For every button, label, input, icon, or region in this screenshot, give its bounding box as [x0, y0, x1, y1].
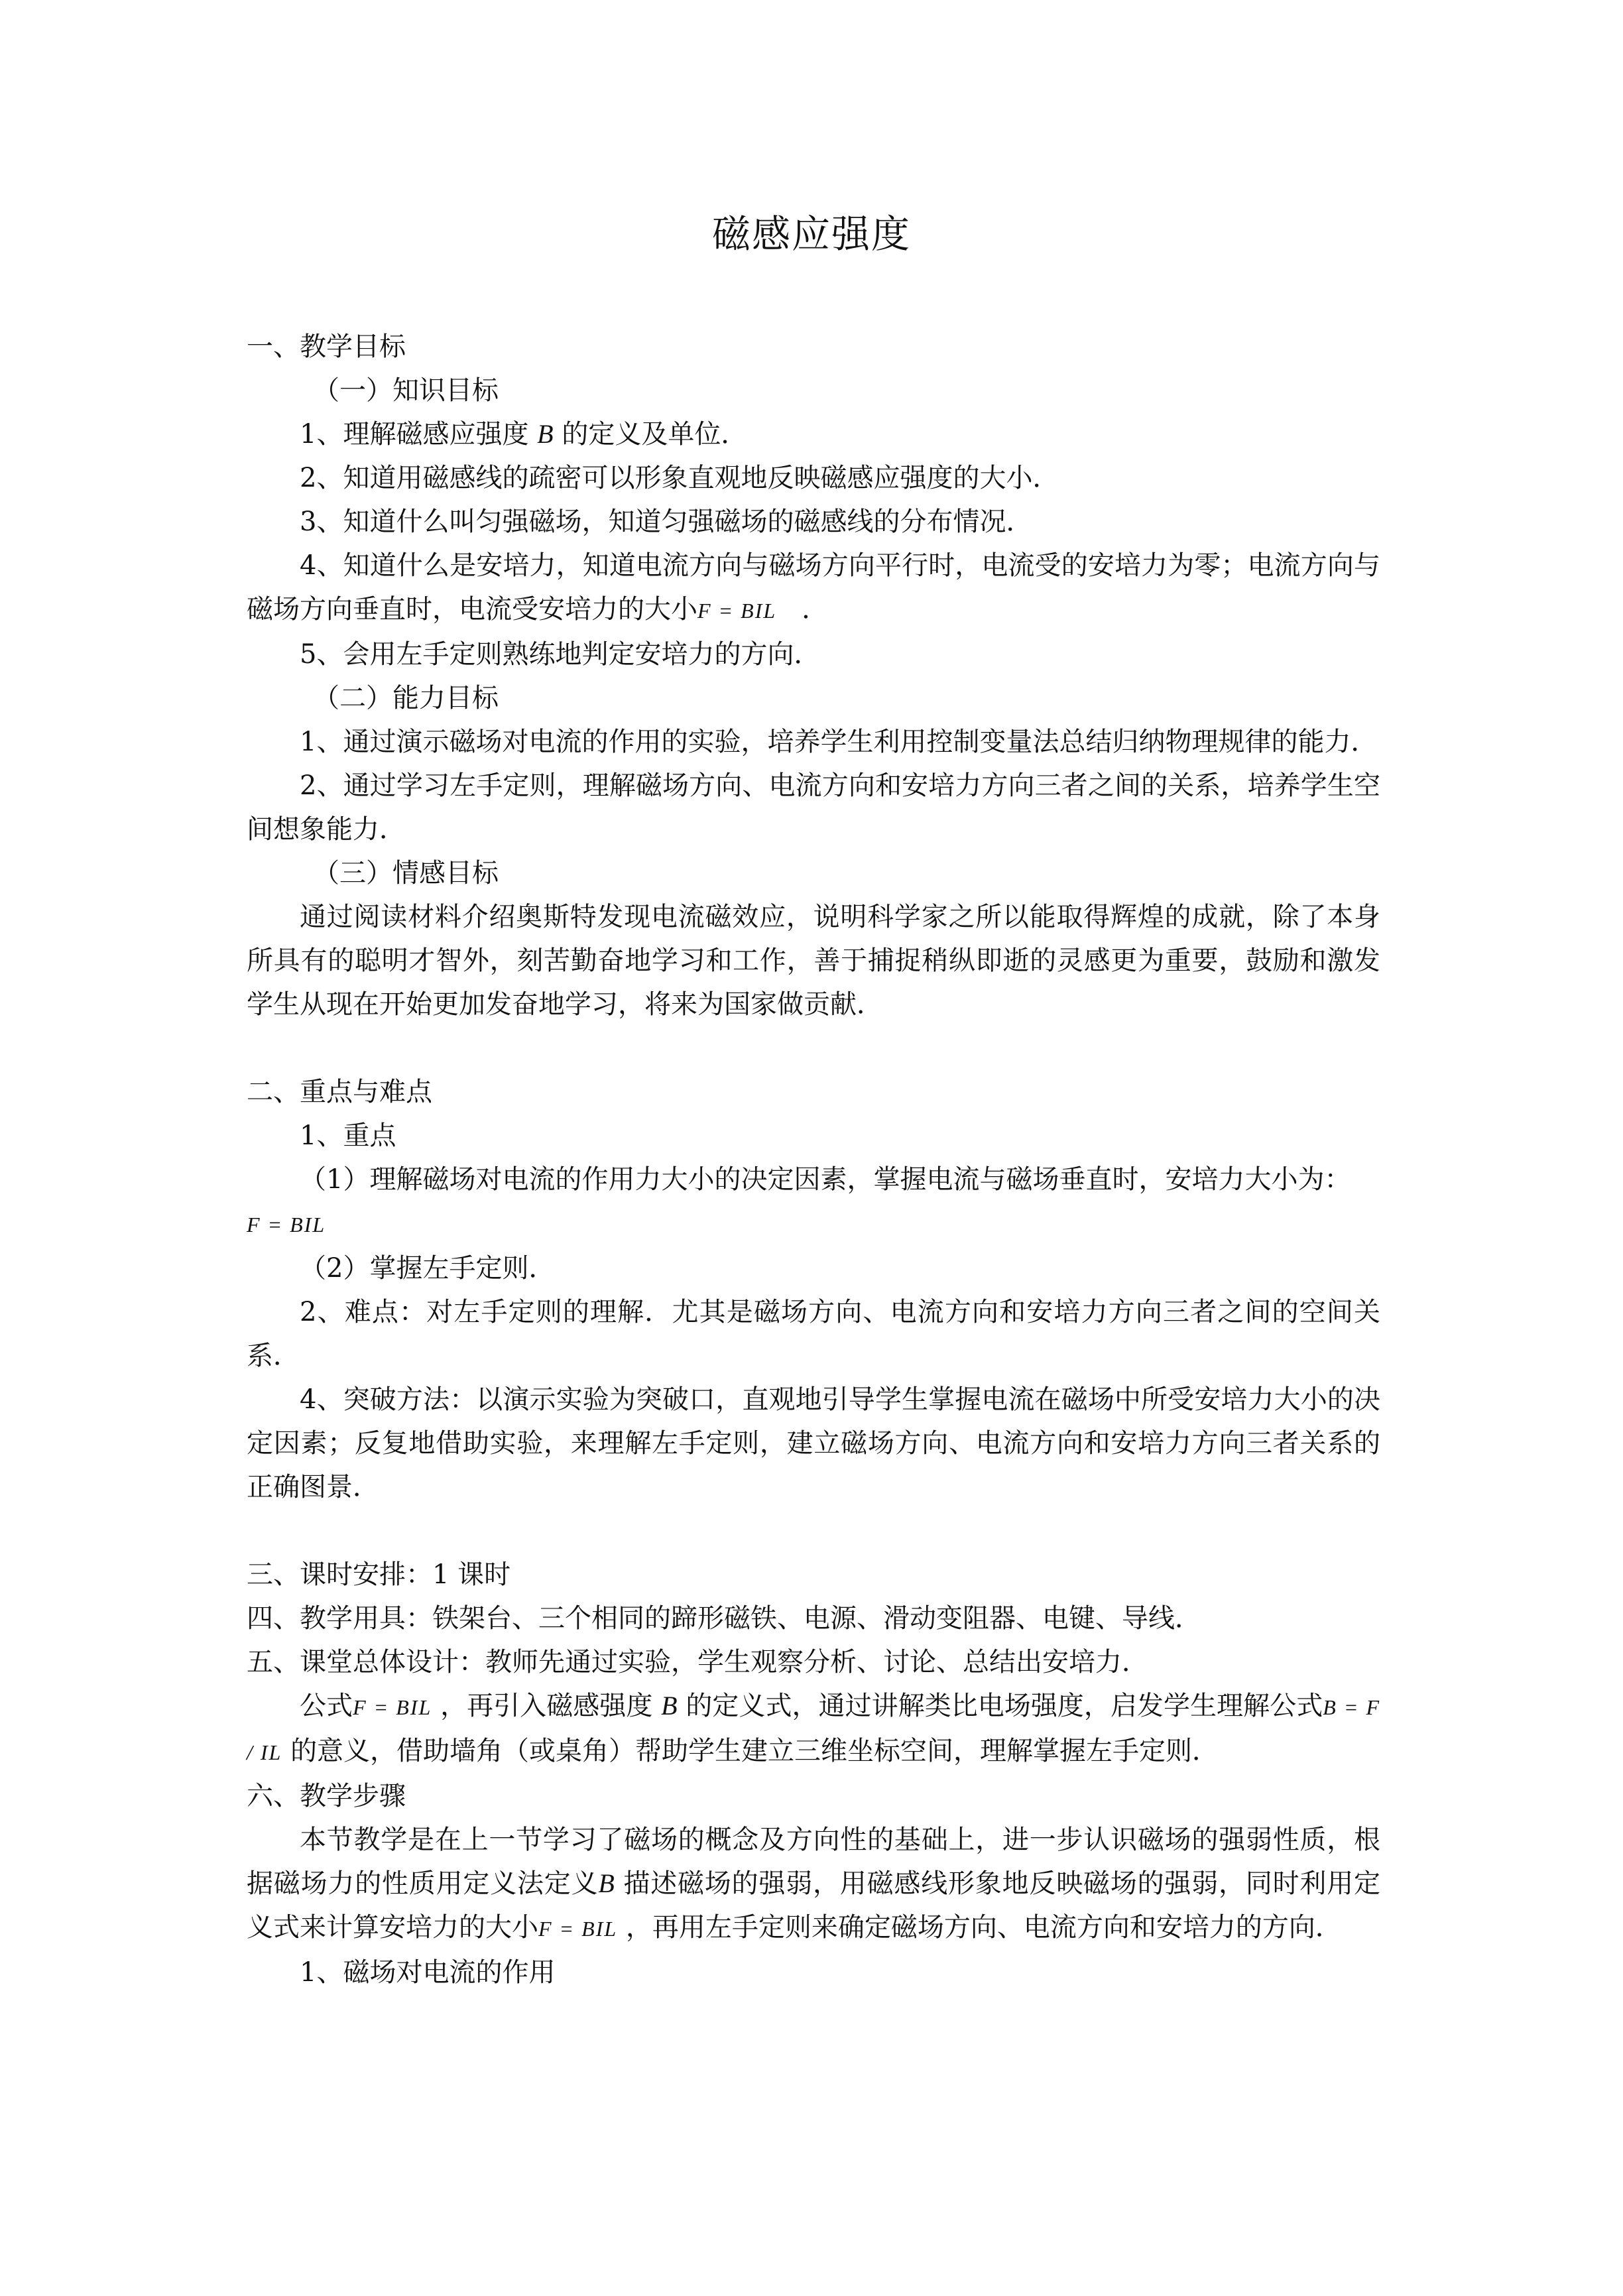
subheading-ability: （二）能力目标 — [313, 683, 499, 713]
ability-item-1: 1、通过演示磁场对电流的作用的实验，培养学生利用控制变量法总结归纳物理规律的能力． — [300, 727, 1378, 757]
formula: B = F / IL — [247, 1695, 1381, 1764]
document-body — [247, 325, 1380, 1994]
method-paragraph: 4、突破方法：以演示实验为突破口，直观地引导学生掌握电流在磁场中所受安培力大小的决定因素；反复地借助实验，来理解左手定则，建立磁场方向、电流方向和安培力方向三者关系的正确图景． — [247, 1384, 1380, 1502]
page-title: 磁感应强度 — [711, 211, 911, 257]
knowledge-item-2: 2、知道用磁感线的疏密可以形象直观地反映磁感应强度的大小． — [300, 463, 1059, 493]
step-heading-1: 1、磁场对电流的作用 — [300, 1957, 556, 1988]
knowledge-item-1: 1、理解磁感应强度 B 的定义及单位． — [300, 419, 748, 450]
ability-item-2: 2、通过学习左手定则，理解磁场方向、电流方向和安培力方向三者之间的关系，培养学生空间想象能力． — [247, 770, 1380, 845]
subheading-emotion: （三）情感目标 — [313, 858, 499, 888]
section-heading-3: 三、课时安排：1 课时 — [247, 1559, 511, 1590]
difficulty-paragraph: 2、难点：对左手定则的理解．尤其是磁场方向、电流方向和安培力方向三者之间的空间关系． — [247, 1297, 1380, 1371]
steps-paragraph: 本节教学是在上一节学习了磁场的概念及方向性的基础上，进一步认识磁场的强弱性质，根据磁场力的性质用定义法定义B 描述磁场的强弱，用磁感线形象地反映磁场的强弱，同时利用定义式来计算安培力的大小F = BIL ，再用左手定则来确定磁场方向、电流方向和安培力的方向． — [247, 1825, 1381, 1943]
formula: F = BIL — [538, 1917, 618, 1941]
section-heading-6: 六、教学步骤 — [247, 1781, 406, 1811]
section-heading-5: 五、课堂总体设计：教师先通过实验，学生观察分析、讨论、总结出安培力． — [247, 1647, 1148, 1677]
emotion-paragraph: 通过阅读材料介绍奥斯特发现电流磁效应，说明科学家之所以能取得辉煌的成就，除了本身所具有的聪明才智外，刻苦勤奋地学习和工作，善于捕捉稍纵即逝的灵感更为重要，鼓励和激发学生从现在开始更加发奋地学习，将来为国家做贡献． — [247, 902, 1380, 1020]
key-point-1: （1）理解磁场对电流的作用力大小的决定因素，掌握电流与磁场垂直时，安培力大小为： F = BIL — [247, 1164, 1351, 1237]
section-heading-1: 一、教学目标 — [247, 332, 406, 362]
knowledge-item-4: 4、知道什么是安培力，知道电流方向与磁场方向平行时，电流受的安培力为零；电流方向与磁场方向垂直时，电流受安培力的大小F = BIL ． — [247, 550, 1380, 625]
key-point-heading: 1、重点 — [300, 1120, 396, 1151]
design-paragraph: 公式F = BIL ，再引入磁感强度 B 的定义式，通过讲解类比电场强度，启发学生理解公式B = F / IL 的意义，借助墙角（或桌角）帮助学生建立三维坐标空间，理解掌握左手定则． — [247, 1691, 1381, 1766]
knowledge-item-3: 3、知道什么叫匀强磁场，知道匀强磁场的磁感线的分布情况． — [300, 507, 1033, 537]
section-heading-2: 二、重点与难点 — [247, 1077, 432, 1107]
subheading-knowledge: （一）知识目标 — [313, 375, 499, 406]
section-heading-4: 四、教学用具：铁架台、三个相同的蹄形磁铁、电源、滑动变阻器、电键、导线． — [247, 1603, 1201, 1634]
formula: F = BIL — [697, 599, 777, 623]
formula: F = BIL — [247, 1213, 326, 1237]
key-point-2: （2）掌握左手定则． — [300, 1253, 556, 1284]
formula: F = BIL — [353, 1695, 432, 1719]
knowledge-item-5: 5、会用左手定则熟练地判定安培力的方向． — [300, 639, 821, 670]
